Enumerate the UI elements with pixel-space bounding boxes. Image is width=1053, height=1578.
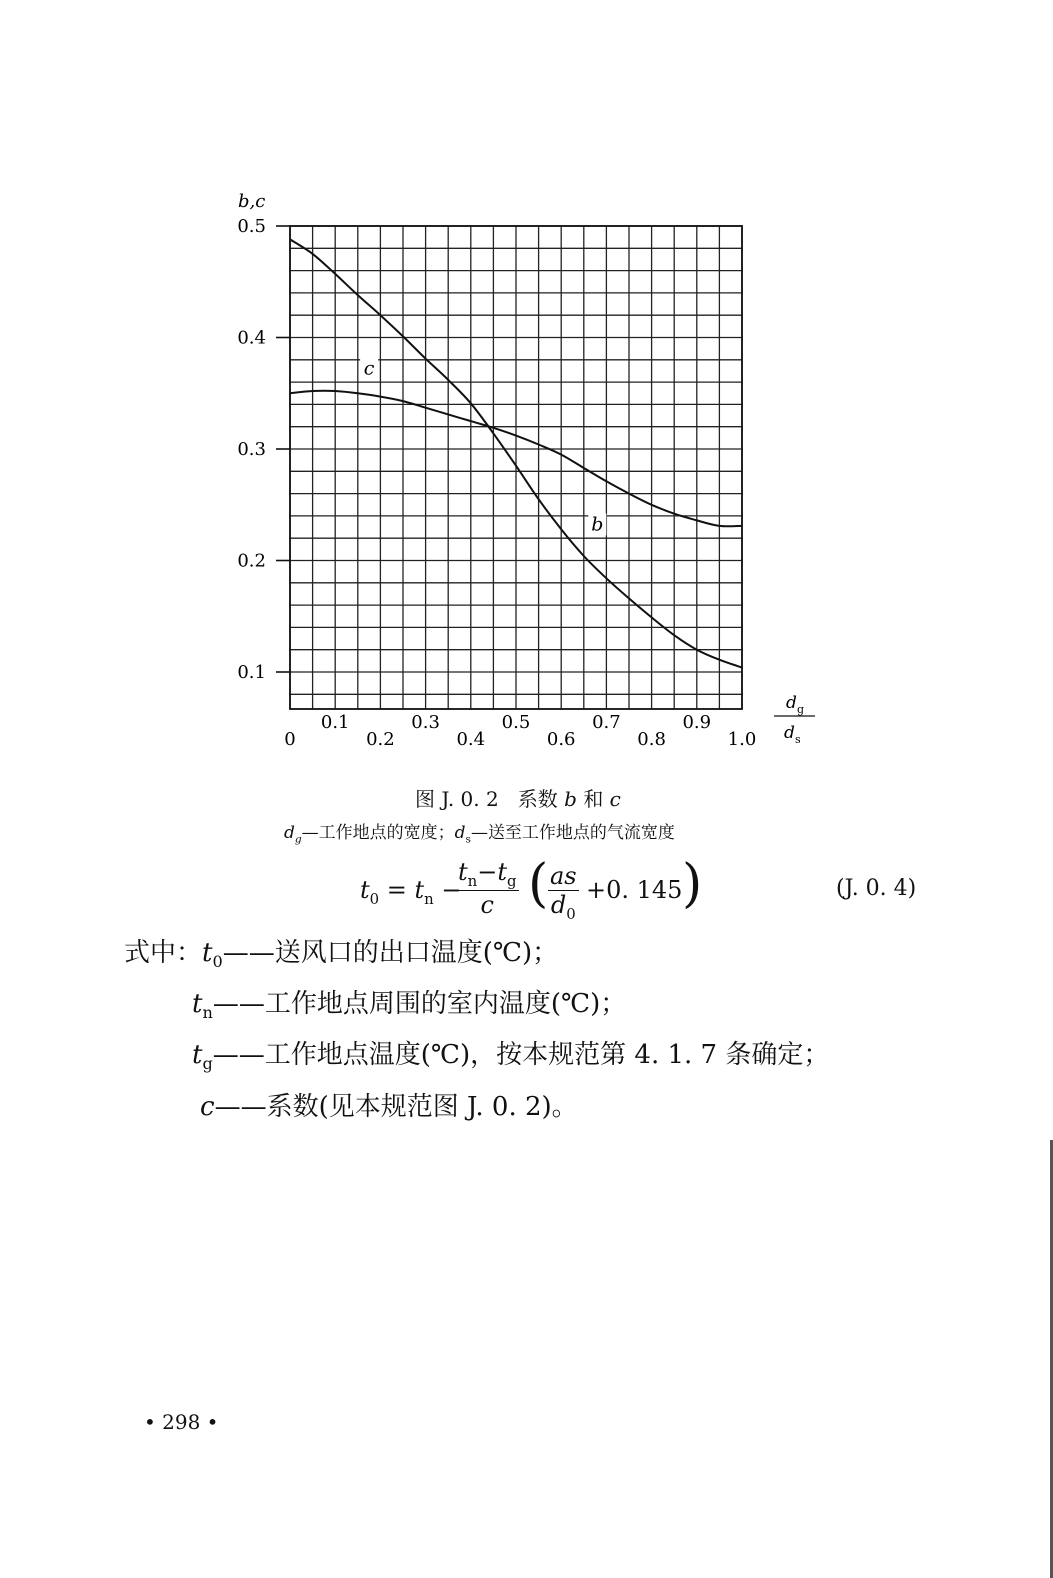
x-tick-label: 0.1 — [320, 712, 350, 733]
note-s: s — [465, 833, 471, 846]
note-part1: —工作地点的宽度； — [301, 823, 455, 843]
eq-tn: t — [414, 876, 425, 904]
eq-fraction-inner — [548, 862, 579, 923]
note-g: g — [294, 833, 302, 846]
definition-row — [124, 1086, 829, 1129]
note-part2: —送至工作地点的气流宽度 — [470, 823, 675, 843]
note-d-s: d — [454, 823, 466, 843]
def-sub: n — [202, 1003, 213, 1023]
y-tick-label: 0.2 — [237, 550, 266, 572]
eq-frac-minus: − — [477, 858, 498, 886]
definition-row — [124, 932, 829, 983]
x-tick-label: 0.5 — [501, 712, 531, 733]
eq-frac-den: c — [480, 890, 494, 919]
equation-j04 — [340, 854, 760, 930]
x-axis-label-numerator-sub: g — [797, 703, 805, 716]
eq-fraction-outer — [456, 858, 519, 919]
def-text: ——工作地点温度(℃)，按本规范第 4. 1. 7 条确定； — [212, 1040, 830, 1071]
def-symbol: t — [192, 989, 203, 1020]
note-d-g: d — [284, 823, 295, 843]
equation-number: (J. 0. 4) — [836, 876, 917, 901]
def-symbol: t — [202, 938, 213, 968]
def-symbol: c — [200, 1091, 215, 1122]
definition-row — [124, 983, 829, 1034]
x-tick-label: 0.2 — [366, 729, 395, 750]
y-tick-label: 0.1 — [237, 662, 266, 683]
caption-text: 系数 — [517, 787, 558, 811]
x-axis-label-denominator-sub: s — [795, 733, 801, 746]
definitions — [124, 932, 829, 1129]
y-tick-label: 0.3 — [237, 439, 266, 460]
def-text: ——送风口的出口温度(℃)； — [222, 938, 559, 968]
caption-c: c — [609, 787, 621, 811]
eq-inner-num: as — [550, 862, 577, 890]
x-tick-label: 0 — [284, 729, 296, 750]
caption-and: 和 — [583, 787, 604, 811]
figure-note — [284, 818, 675, 845]
y-tick-label: 0.5 — [237, 216, 266, 237]
definitions-intro: 式中： — [124, 938, 203, 968]
def-text: ——工作地点周围的室内温度(℃)； — [212, 989, 627, 1020]
y-axis-label: b,c — [238, 191, 266, 212]
eq-frac-g: g — [507, 871, 517, 890]
y-tick-label: 0.4 — [237, 327, 266, 349]
def-text: ——系数(见本规范图 J. 0. 2)。 — [214, 1091, 578, 1122]
eq-constant: +0. 145 — [586, 876, 683, 904]
x-tick-label: 1.0 — [727, 729, 757, 750]
caption-label: 图 J. 0. 2 — [415, 787, 499, 811]
x-tick-label: 0.9 — [682, 712, 712, 733]
def-symbol: t — [192, 1040, 203, 1071]
eq-frac-n: n — [467, 871, 478, 890]
eq-tn-sub: n — [424, 889, 434, 908]
figure-caption — [415, 783, 621, 812]
def-sub: g — [202, 1054, 213, 1074]
eq-equals: = — [386, 876, 407, 904]
caption-b: b — [564, 787, 577, 811]
eq-minus: − — [441, 876, 462, 904]
chart-labels — [237, 191, 815, 750]
eq-lhs-t: t — [360, 876, 370, 904]
x-tick-label: 0.4 — [456, 729, 486, 750]
eq-frac-t2: t — [497, 858, 508, 886]
eq-inner-sub: 0 — [566, 904, 576, 923]
x-axis-label-numerator: d — [786, 693, 797, 713]
page-number: • 298 • — [144, 1410, 219, 1434]
eq-paren-close: ) — [682, 854, 703, 914]
x-tick-label: 0.7 — [592, 712, 621, 733]
eq-paren-open: ( — [528, 854, 549, 914]
x-tick-label: 0.8 — [637, 729, 666, 750]
chart-grid — [290, 226, 742, 709]
eq-lhs-sub: 0 — [369, 889, 380, 908]
x-axis-label-denominator: d — [784, 723, 795, 743]
chart-axes — [276, 226, 742, 709]
eq-inner-d: d — [550, 891, 567, 919]
definition-row — [124, 1034, 829, 1085]
x-tick-label: 0.6 — [546, 729, 576, 750]
series-label-c: c — [363, 357, 375, 380]
def-sub: 0 — [212, 952, 223, 972]
eq-frac-t1: t — [458, 858, 468, 886]
chart — [0, 0, 1053, 780]
series-label-b: b — [591, 513, 604, 536]
x-tick-label: 0.3 — [411, 712, 440, 733]
